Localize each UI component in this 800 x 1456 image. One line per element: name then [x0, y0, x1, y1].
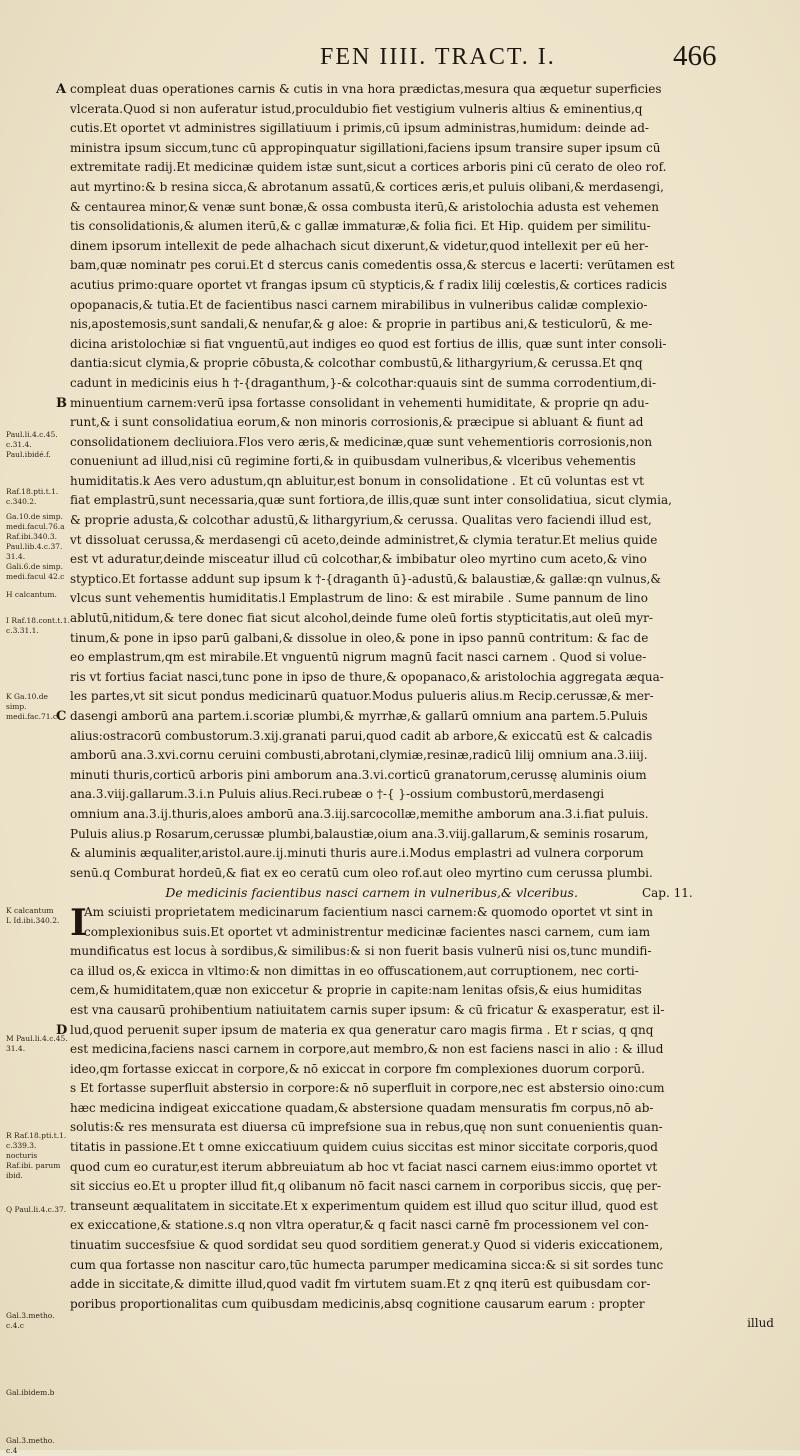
text-line [56, 1021, 788, 1041]
text-line [70, 1040, 788, 1060]
line-text: extremitate radij.Et medicinæ quidem istæ sunt,sicut a cortices arboris pini cū cerato de oleo rof. [70, 160, 667, 175]
text-line [70, 648, 788, 668]
margin-note: Ga.10.de simp. medi.facul.76.a Raf.ibi.340.3. Paul.lib.4.c.37. 31.4. Gali.6.de simp. medi.facul 42.c [6, 512, 65, 581]
folio-number: 466 [673, 40, 717, 72]
text-line [70, 413, 788, 433]
text-line [70, 335, 788, 355]
text-line [70, 942, 788, 962]
margin-note: Paul.li.4.c.45. c.31.4. Paul.ibidé.f. [6, 430, 58, 459]
line-text: aut myrtino:& b resina sicca,& abrotanum assatū,& cortices æris,et puluis olibani,& merdasengi, [70, 179, 664, 194]
line-text: humiditatis.k Aes vero adustum,qn abluitur,est bonum in consolidatione . Et cū voluntas est vt [70, 473, 644, 488]
text-line [70, 100, 788, 120]
text-line [70, 1001, 788, 1021]
text-column [56, 80, 788, 1334]
text-line [70, 629, 788, 649]
text-line [70, 217, 788, 237]
text-line [70, 1295, 788, 1315]
margin-note: Q Paul.li.4.c.37. [6, 1205, 67, 1214]
margin-note: Gal.3.metho. c.4.c [6, 1311, 55, 1330]
line-text: ca illud os,& exicca in vltimo:& non dimittas in eo offuscationem,aut corruptionem, nec corti- [70, 963, 639, 978]
text-line [70, 472, 788, 492]
line-text: complexionibus suis.Et oportet vt administrentur medicinæ facientes nasci carnem, cum iam [84, 924, 651, 939]
running-header [0, 40, 800, 76]
text-line [70, 1060, 788, 1080]
line-text: vt dissoluat cerussa,& merdasengi cū aceto,deinde administret,& clymia teratur.Et melius quide [70, 532, 658, 547]
text-line [70, 962, 788, 982]
margin-note: K Ga.10.de simp. medi.fac.71.c [6, 692, 58, 721]
line-text: cutis.Et oportet vt administres sigillatiuum i primis,cū ipsum administras,humidum: deinde ad- [70, 121, 649, 136]
line-text: cum qua fortasse non nascitur caro,tūc humecta parumper medicamina sicca:& si sit sordes tunc [70, 1257, 664, 1272]
text-line [70, 746, 788, 766]
line-text: & centaurea minor,& venæ sunt bonæ,& ossa combusta iterū,& aristolochia adusta est vehemen [70, 199, 659, 214]
line-text: tinum,& pone in ipso parū galbani,& dissolue in oleo,& pone in ipso pannū contritum: & fac de [70, 630, 649, 645]
line-text: ideo,qm fortasse exiccat in corpore,& nō exiccat in corpore fm complexiones duorum corporū. [70, 1061, 645, 1076]
running-title: FEN IIII. TRACT. I. [320, 44, 556, 70]
line-text: dicina aristolochiæ si fiat vnguentū,aut indiges eo quod est fortius de illis, quæ sunt inter consoli- [70, 336, 667, 351]
text-line [70, 1197, 788, 1217]
text-line [70, 198, 788, 218]
line-text: mundificatus est locus à sordibus,& similibus:& si non fuerit basis vulnerū nisi os,tunc mundifi- [70, 944, 652, 959]
line-text: est vt aduratur,deinde misceatur illud cū colcothar,& imbibatur oleo myrtino cum aceto,& vino [70, 552, 647, 567]
line-text: & aluminis æqualiter,aristol.aure.ij.minuti thuris aure.i.Modus emplastri ad vulnera corporum [70, 846, 644, 861]
line-text: runt,& i sunt consolidatiua eorum,& non minoris corrosionis,& præcipue si abluant & fiunt ad [70, 415, 644, 430]
text-line [70, 158, 788, 178]
line-text: adde in siccitate,& dimitte illud,quod vadit fm virtutem suam.Et z qnq iterū est quibusdam cor- [70, 1277, 651, 1292]
line-text: minuentium carnem:verū ipsa fortasse consolidant in vehementi humiditate, & proprie qn adu- [70, 395, 649, 410]
chapter-rubric [70, 883, 788, 903]
section-marker: A [56, 82, 67, 97]
line-text: poribus proportionalitas cum quibusdam medicinis,absq cognitione causarum earum : propter [70, 1296, 645, 1311]
line-text: opopanacis,& tutia.Et de facientibus nasci carnem mirabilibus in vulneribus calidæ complexio- [70, 297, 648, 312]
text-line [70, 609, 788, 629]
text-line [70, 354, 788, 374]
text-line [70, 1236, 788, 1256]
margin-note: R Raf.18.pti.t.1. c.339.3. nocturis Raf.ibi. parum ibid. [6, 1131, 67, 1180]
chapter-number: Cap. 11. [641, 886, 693, 901]
text-line [56, 80, 788, 100]
text-line [70, 491, 788, 511]
text-line [70, 903, 788, 923]
line-text: ex exiccatione,& statione.s.q non vltra operatur,& q facit nasci carnē fm processionem vel con- [70, 1218, 649, 1233]
text-line [70, 1216, 788, 1236]
chapter-rubric-text: De medicinis facientibus nasci carnem in vulneribus,& vlceribus. [165, 885, 578, 901]
text-line [70, 923, 788, 943]
text-line [70, 864, 788, 884]
text-line [70, 589, 788, 609]
text-line [70, 511, 788, 531]
line-text: lud,quod peruenit super ipsum de materia ex qua generatur caro magis firma . Et r scias, q qnq [70, 1022, 654, 1037]
section-marker: C [56, 709, 67, 724]
margin-note: I Raf.18.cont.t.1. c.3.31.1. [6, 616, 70, 635]
line-text: acutius primo:quare oportet vt frangas ipsum cū stypticis,& f radix lilij cœlestis,& cortices radicis [70, 277, 667, 292]
line-text: eo emplastrum,qm est mirabile.Et vnguentū nigrum magnū facit nasci carnem . Quod si volue- [70, 650, 647, 665]
text-line [70, 1177, 788, 1197]
text-line [70, 374, 788, 394]
line-text: fiat emplastrū,sunt necessaria,quæ sunt fortiora,de illis,quæ sunt inter consolidatiua, sicut clymia, [70, 493, 672, 508]
line-text: conueniunt ad illud,nisi cū regimine forti,& in quibusdam vulneribus,& vlceribus vehementis [70, 454, 636, 469]
text-line [70, 531, 788, 551]
line-text: alius:ostracorū combustorum.3.xij.granati parui,quod cadit ab arbore,& exiccatū est & calcadis [70, 728, 653, 743]
line-text: minuti thuris,corticū arboris pini amborum ana.3.vi.corticū granatorum,cerussę aluminis oium [70, 767, 647, 782]
text-line [70, 727, 788, 747]
line-text: ministra ipsum siccum,tunc cū appropinquatur sigillationi,faciens ipsum transire super ipsum cū [70, 140, 661, 155]
text-line [70, 668, 788, 688]
section-marker: D [56, 1022, 68, 1038]
line-text: cem,& humiditatem,quæ non exiccetur & proprie in capite:nam lenitas ofsis,& eius humiditas [70, 983, 642, 998]
text-line [70, 1158, 788, 1178]
text-line [70, 550, 788, 570]
section-marker: B [56, 395, 67, 411]
text-line [70, 433, 788, 453]
text-line [56, 707, 788, 727]
text-line [70, 296, 788, 316]
text-line [70, 178, 788, 198]
line-text: bam,quæ nominatr pes corui.Et d stercus canis comedentis ossa,& stercus e lacerti: verūtamen est [70, 258, 675, 273]
text-line [70, 825, 788, 845]
line-text: styptico.Et fortasse addunt sup ipsum k †-{draganth ū}-adustū,& balaustiæ,& gallæ:qn vulnus,& [70, 571, 662, 586]
line-text: s Et fortasse superfluit abstersio in corpore:& nō superfluit in corpore,nec est abstersio oino:cum [70, 1081, 665, 1096]
line-text: tinuatim succesfsiue & quod sordidat seu quod sorditiem generat.y Quod si videris exiccationem, [70, 1238, 664, 1253]
text-line [70, 785, 788, 805]
line-text: est medicina,faciens nasci carnem in corpore,aut membro,& non est faciens nasci in alio : & illud [70, 1042, 664, 1057]
text-line [70, 1079, 788, 1099]
margin-note: Raf.18.pti.t.1. c.340.2. [6, 487, 59, 506]
margin-note: M Paul.li.4.c.45. 31.4. [6, 1034, 68, 1053]
margin-note: H calcantum. [6, 590, 57, 599]
line-text: titatis in passione.Et t omne exiccatiuum quidem cuius siccitas est minor siccitate corporis,quod [70, 1140, 658, 1155]
line-text: ana.3.viij.gallarum.3.i.n Puluis alius.Reci.rubeæ o †-{ }-ossium combustorū,merdasengi [70, 787, 605, 802]
line-text: hæc medicina indigeat exiccatione quadam,& abstersione quadam mensuratis fm corpus,nō ab- [70, 1100, 654, 1115]
text-line [70, 139, 788, 159]
line-text: sit siccius eo.Et u propter illud fit,q olibanum nō facit nasci carnem in corporibus siccis, quę per- [70, 1179, 662, 1194]
line-text: amborū ana.3.xvi.cornu ceruini combusti,abrotani,clymiæ,resinæ,radicū lilij omnium ana.3.iiij. [70, 748, 648, 763]
line-text: vlcus sunt vehementis humiditatis.l Emplastrum de lino: & est mirabile . Sume pannum de lino [70, 591, 648, 606]
text-line [56, 394, 788, 414]
text-line [70, 1099, 788, 1119]
line-text: dantia:sicut clymia,& proprie cōbusta,& colcothar combustū,& lithargyrium,& cerussa.Et qnq [70, 356, 643, 371]
text-line [70, 315, 788, 335]
text-line [70, 276, 788, 296]
text-line [70, 844, 788, 864]
line-text: cadunt in medicinis eius h †-{draganthum,}-& colcothar:quauis sint de summa corrodentium,di- [70, 375, 656, 390]
main-text [56, 80, 788, 883]
catchword-line [70, 1314, 788, 1334]
line-text: senū.q Comburat hordeū,& fiat ex eo ceratū cum oleo rof.aut oleo myrtino cum cerussa plumbi. [70, 865, 653, 880]
drop-capital: I [70, 901, 87, 944]
line-text: quod cum eo curatur,est iterum abbreuiatum ab hoc vt faciat nasci carnem eius:immo oportet vt [70, 1159, 658, 1174]
text-line [70, 1138, 788, 1158]
text-line [70, 452, 788, 472]
text-line [70, 119, 788, 139]
line-text: les partes,vt sit sicut pondus medicinarū quatuor.Modus pulueris alius.m Recip.cerussæ,& mer- [70, 689, 654, 704]
line-text: Am sciuisti proprietatem medicinarum facientium nasci carnem:& quomodo oportet vt sint in [84, 904, 654, 919]
line-text: compleat duas operationes carnis & cutis in vna hora prædictas,mesura qua æquetur superficies [70, 82, 662, 96]
line-text: & proprie adusta,& colcothar adustū,& lithargyrium,& cerussa. Qualitas vero faciendi illud est, [70, 513, 652, 528]
line-text: transeunt æqualitatem in siccitate.Et x experimentum quidem est illud quo scitur illud, quod est [70, 1198, 658, 1213]
text-line [70, 805, 788, 825]
line-text: consolidationem decliuiora.Flos vero æris,& medicinæ,quæ sunt vehementioris corrosionis,non [70, 434, 653, 449]
line-text: solutis:& res mensurata est diuersa cū imprefsione sua in rebus,quę non sunt conuenientis quan- [70, 1120, 663, 1135]
line-text: dasengi amborū ana partem.i.scoriæ plumbi,& myrrhæ,& gallarū omnium ana partem.5.Puluis [70, 709, 648, 723]
text-line [70, 766, 788, 786]
text-line [70, 981, 788, 1001]
text-line [70, 570, 788, 590]
line-text: tis consolidationis,& alumen iterū,& c gallæ immaturæ,& folia fici. Et Hip. quidem per similitu- [70, 219, 651, 234]
catchword: illud [747, 1316, 774, 1331]
text-line [70, 256, 788, 276]
line-text: ablutū,nitidum,& tere donec fiat sicut alcohol,deinde fume oleū fortis stypticitatis,aut oleū myr- [70, 611, 653, 626]
text-line [70, 1118, 788, 1138]
line-text: vlcerata.Quod si non auferatur istud,proculdubio fiet vestigium vulneris altius & eminentius,q [70, 101, 643, 116]
line-text: nis,apostemosis,sunt sandali,& nenufar,& g aloe: & proprie in partibus ani,& testiculorū, & me- [70, 317, 653, 332]
line-text: est vna causarū prohibentium natiuitatem carnis super ipsum: & cū fricatur & exasperatur, est il- [70, 1002, 665, 1017]
margin-note: Gal.ibidem.b [6, 1388, 55, 1397]
line-text: Puluis alius.p Rosarum,cerussæ plumbi,balaustiæ,oium ana.3.viij.gallarum,& seminis rosarum, [70, 826, 649, 841]
line-text: omnium ana.3.ij.thuris,aloes amborū ana.3.iij.sarcocollæ,memithe amborum ana.3.i.fiat puluis. [70, 806, 649, 821]
line-text: dinem ipsorum intellexit de pede alhachach sicut dixerunt,& videtur,quod intellexit per eū her- [70, 238, 649, 253]
chapter-text [56, 901, 788, 1314]
margin-note: Gal.3.metho. c.4 [6, 1436, 55, 1455]
text-line [70, 1256, 788, 1276]
margin-note: K calcantum L Id.ibi.340.2. [6, 906, 60, 925]
text-line [70, 237, 788, 257]
text-line [70, 687, 788, 707]
line-text: ris vt fortius faciat nasci,tunc pone in ipso de thure,& opopanaco,& aristolochia aggregata æqua- [70, 669, 664, 684]
text-line [70, 1275, 788, 1295]
